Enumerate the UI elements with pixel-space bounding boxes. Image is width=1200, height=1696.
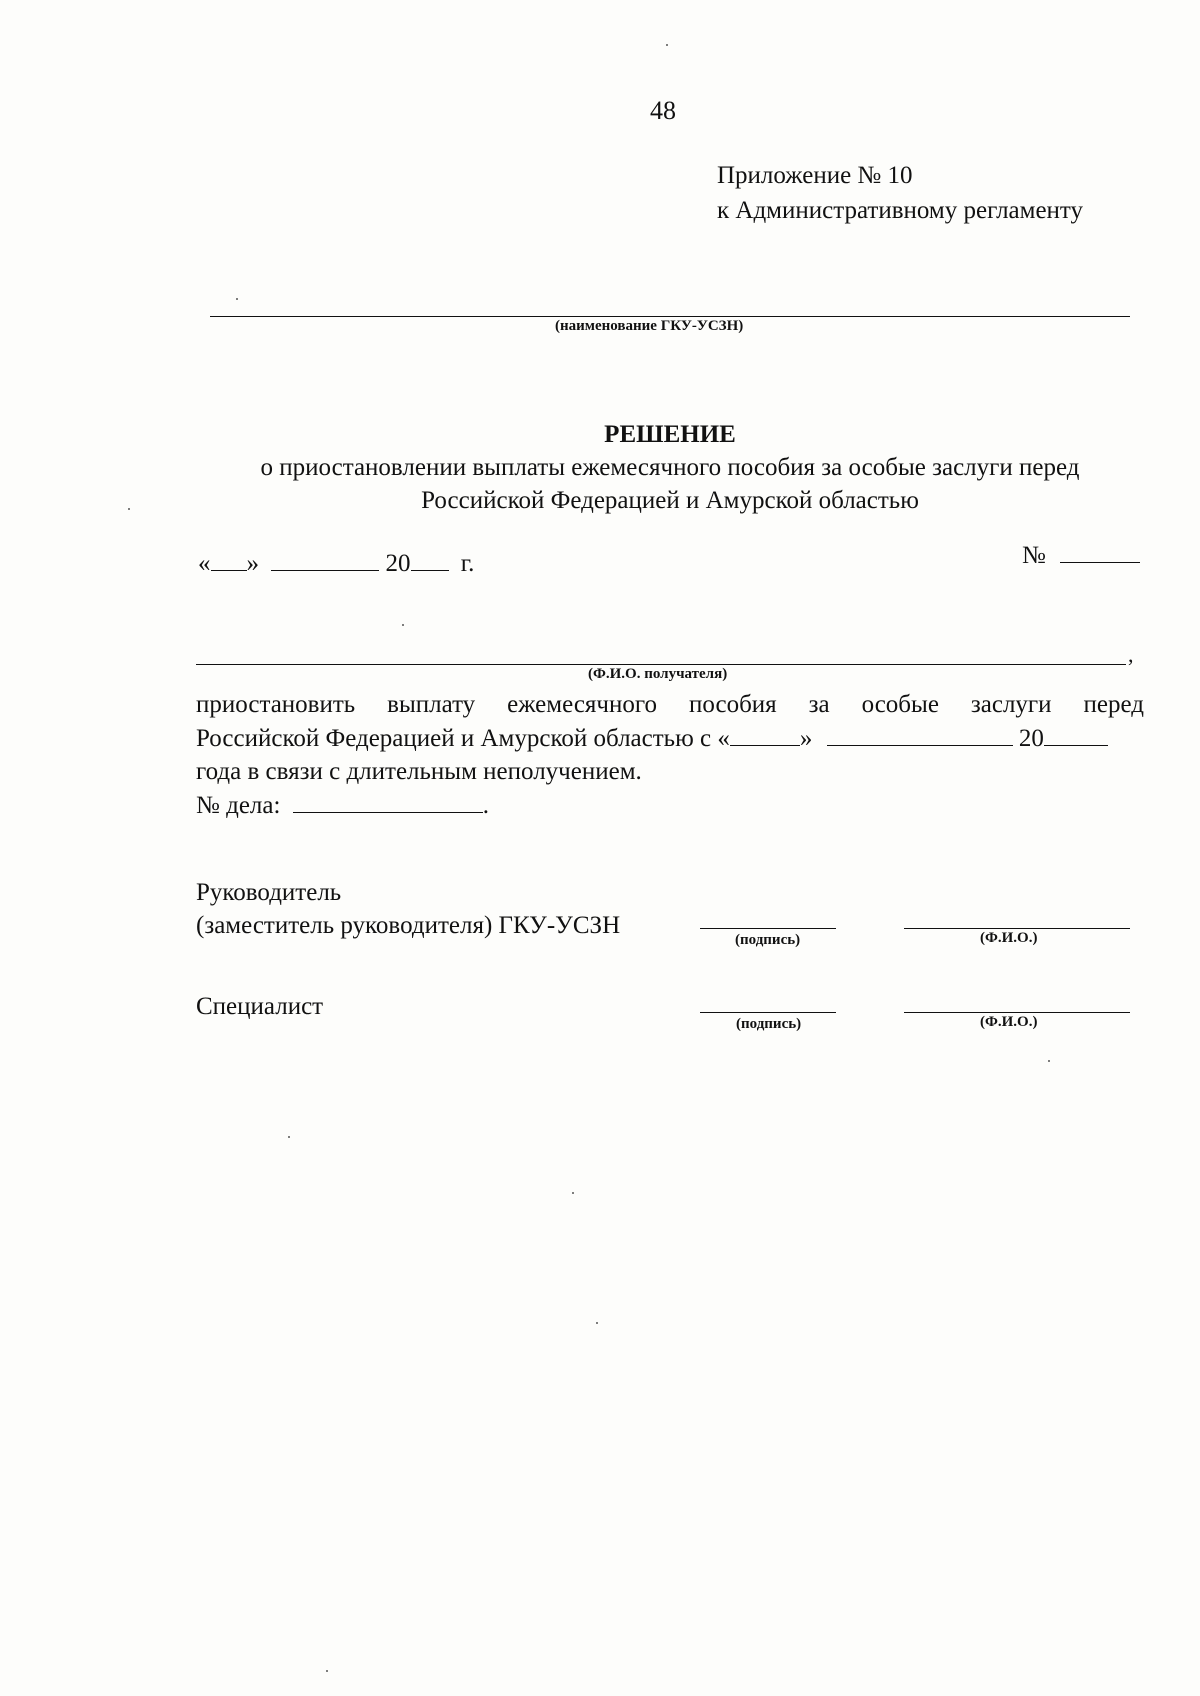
scan-speck bbox=[128, 508, 130, 510]
head-fio-line[interactable] bbox=[904, 928, 1130, 929]
scan-speck bbox=[326, 1670, 328, 1672]
number-label: № bbox=[1022, 542, 1046, 569]
date-year-blank[interactable] bbox=[411, 546, 449, 571]
scan-speck bbox=[1048, 1060, 1050, 1062]
date-month-blank[interactable] bbox=[271, 546, 379, 571]
decision-subtitle-line-2: Российской Федерацией и Амурской областью bbox=[421, 487, 919, 514]
body-line-2-close-quote: » bbox=[799, 725, 813, 752]
specialist-label: Специалист bbox=[196, 993, 324, 1020]
scan-speck bbox=[596, 1322, 598, 1324]
scan-speck bbox=[572, 1192, 574, 1194]
head-fio-caption: (Ф.И.О.) bbox=[980, 930, 1038, 946]
org-name-caption: (наименование ГКУ-УСЗН) bbox=[555, 318, 744, 334]
body-line-3: года в связи с длительным неполучением. bbox=[196, 758, 642, 785]
date-day-blank[interactable] bbox=[211, 546, 247, 571]
suspend-month-blank[interactable] bbox=[827, 721, 1013, 746]
decision-date-line bbox=[198, 546, 474, 578]
appendix-note bbox=[717, 158, 1083, 228]
page-number: 48 bbox=[650, 96, 676, 125]
decision-number-line bbox=[1022, 538, 1140, 570]
specialist-fio-line[interactable] bbox=[904, 1012, 1130, 1013]
body-line-2-text: Российской Федерацией и Амурской областью с « bbox=[196, 725, 730, 752]
date-close-quote: » bbox=[246, 550, 259, 577]
head-signature-caption: (подпись) bbox=[735, 932, 801, 948]
scan-speck bbox=[402, 624, 404, 626]
decision-title-block bbox=[0, 418, 1200, 517]
case-number-blank[interactable] bbox=[293, 788, 483, 813]
head-label-line-2: (заместитель руководителя) ГКУ-УСЗН bbox=[196, 912, 621, 939]
head-signatory-label bbox=[196, 876, 620, 942]
suspend-year-blank[interactable] bbox=[1044, 721, 1108, 746]
head-signature-line[interactable] bbox=[700, 928, 836, 929]
recipient-caption: (Ф.И.О. получателя) bbox=[588, 666, 728, 682]
body-line-2 bbox=[196, 721, 1144, 755]
body-line-2-year: 20 bbox=[1018, 725, 1044, 752]
org-name-line bbox=[210, 316, 1130, 317]
recipient-name-line[interactable] bbox=[196, 664, 1126, 665]
specialist-signature-caption: (подпись) bbox=[736, 1016, 802, 1032]
head-label-line-1: Руководитель bbox=[196, 879, 342, 906]
appendix-line-2: к Административному регламенту bbox=[717, 197, 1084, 224]
case-number-line bbox=[196, 788, 1144, 822]
case-number-end: . bbox=[482, 792, 489, 819]
date-open-quote: « bbox=[198, 550, 211, 577]
decision-body bbox=[196, 688, 1144, 822]
specialist-fio-caption: (Ф.И.О.) bbox=[980, 1014, 1038, 1030]
date-year-suffix: г. bbox=[460, 550, 475, 577]
decision-number-blank[interactable] bbox=[1060, 538, 1140, 563]
scan-speck bbox=[288, 1136, 290, 1138]
date-year-prefix: 20 bbox=[385, 550, 411, 577]
body-line-1: приостановить выплату ежемесячного пособия за особые заслуги перед bbox=[196, 691, 1144, 718]
scan-speck bbox=[236, 298, 238, 300]
decision-subtitle-line-1: о приостановлении выплаты ежемесячного пособия за особые заслуги перед bbox=[260, 454, 1080, 481]
case-number-label: № дела: bbox=[196, 792, 281, 819]
specialist-signature-line[interactable] bbox=[700, 1012, 836, 1013]
decision-heading: РЕШЕНИЕ bbox=[604, 421, 736, 448]
recipient-trailing-comma: , bbox=[1128, 642, 1134, 667]
suspend-day-blank[interactable] bbox=[730, 721, 800, 746]
appendix-line-1: Приложение № 10 bbox=[717, 162, 913, 189]
scan-speck bbox=[666, 44, 668, 46]
